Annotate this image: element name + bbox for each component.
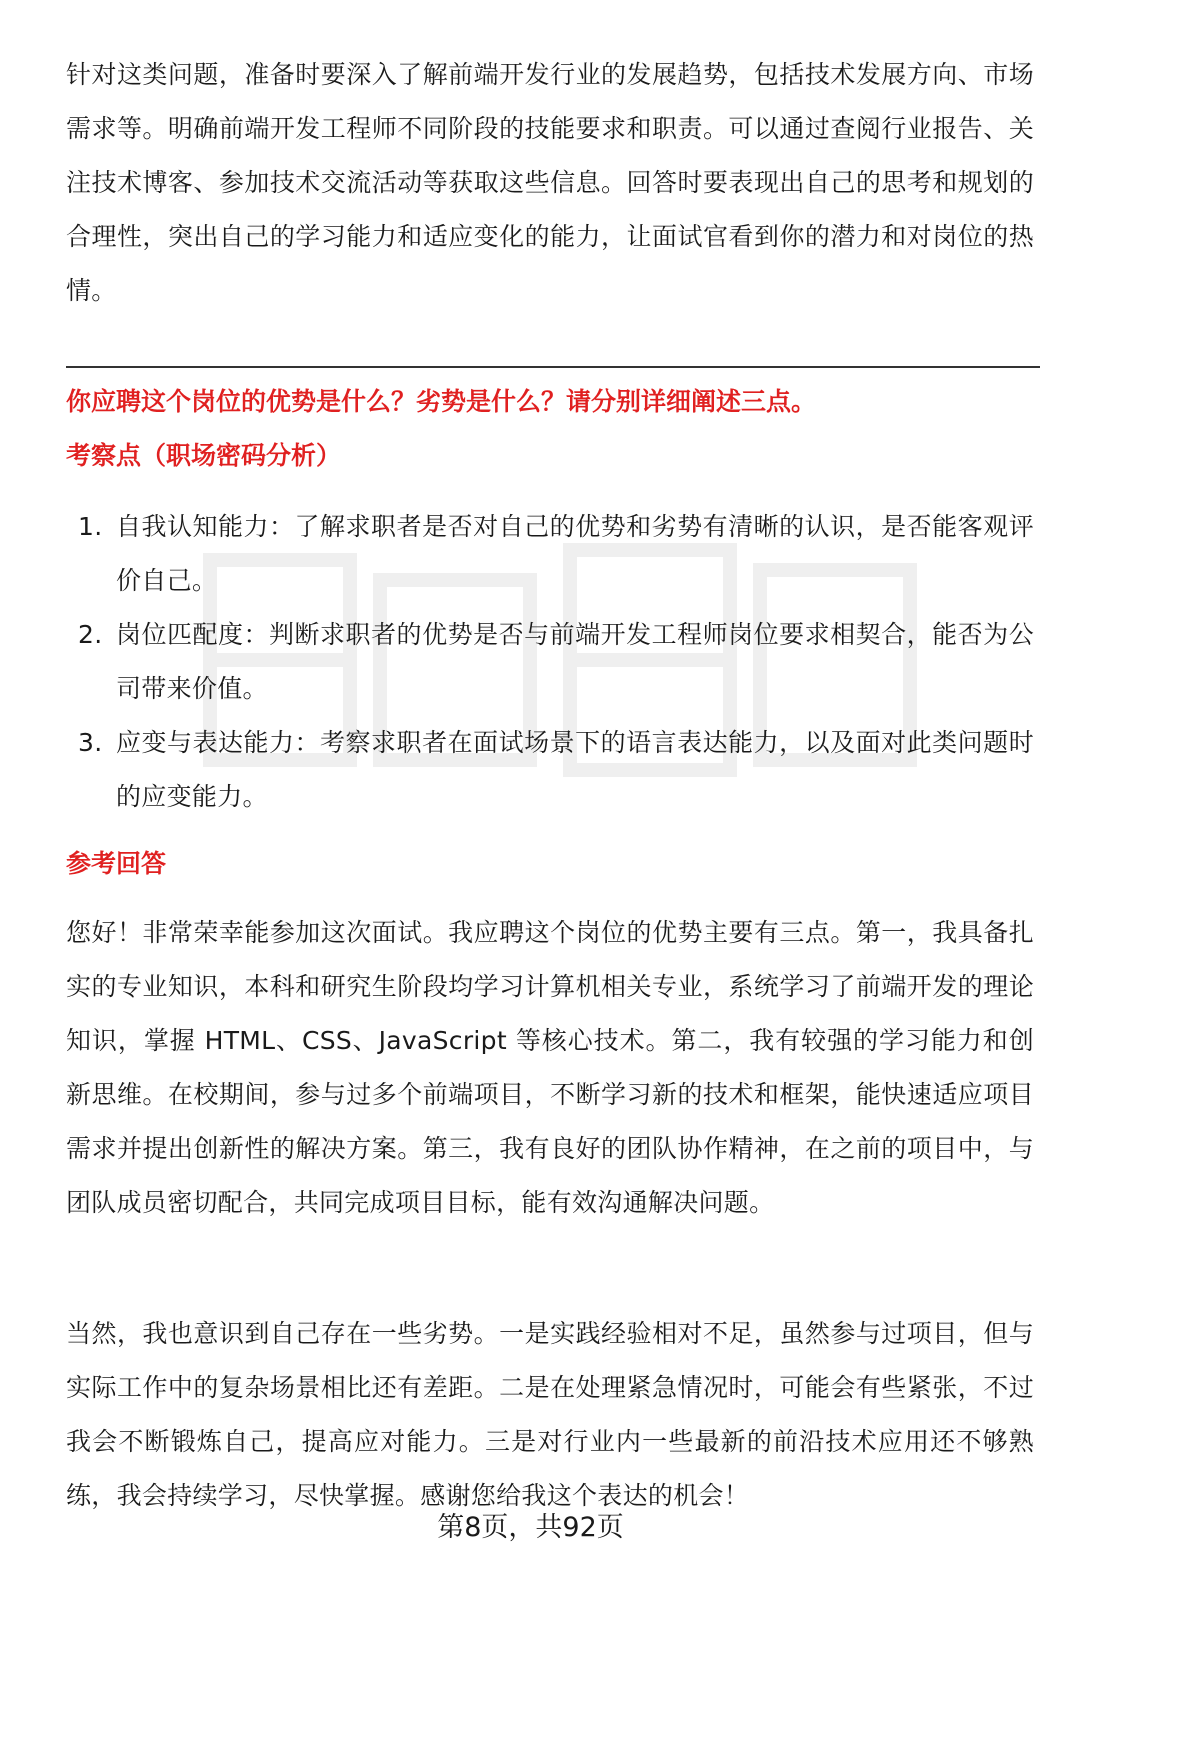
analysis-item-number: 2. [78,620,103,649]
analysis-heading: 考察点（职场密码分析） [66,441,342,470]
answer-paragraph-weaknesses: 当然，我也意识到自己存在一些劣势。一是实践经验相对不足，虽然参与过项目，但与实际工作中的复杂场景相比还有差距。二是在处理紧急情况时，可能会有些紧张，不过我会不断锻炼自己，提高应对能力。三是对行业内一些最新的前沿技术应用还不够熟练，我会持续学习，尽快掌握。感谢您给我这个表达的机会！ [66,1319,1034,1510]
analysis-item-number: 1. [78,512,103,541]
analysis-item-text: 岗位匹配度：判断求职者的优势是否与前端开发工程师岗位要求相契合，能否为公司带来价值。 [116,620,1034,703]
reference-answer-heading: 参考回答 [66,849,167,878]
section-divider [66,366,1040,368]
analysis-item [66,716,1034,824]
intro-paragraph: 针对这类问题，准备时要深入了解前端开发行业的发展趋势，包括技术发展方向、市场需求等。明确前端开发工程师不同阶段的技能要求和职责。可以通过查阅行业报告、关注技术博客、参加技术交流活动等获取这些信息。回答时要表现出自己的思考和规划的合理性，突出自己的学习能力和适应变化的能力，让面试官看到你的潜力和对岗位的热情。 [66,60,1034,305]
analysis-list [66,500,1034,824]
analysis-item-text: 应变与表达能力：考察求职者在面试场景下的语言表达能力，以及面对此类问题时的应变能力。 [116,728,1034,811]
analysis-item-text: 自我认知能力：了解求职者是否对自己的优势和劣势有清晰的认识，是否能客观评价自己。 [116,512,1034,595]
page-number-footer: 第8页，共92页 [437,1512,624,1543]
answer-paragraph-strengths: 您好！非常荣幸能参加这次面试。我应聘这个岗位的优势主要有三点。第一，我具备扎实的专业知识，本科和研究生阶段均学习计算机相关专业，系统学习了前端开发的理论知识，掌握 HTML、CSS、JavaScript 等核心技术。第二，我有较强的学习能力和创新思维。在校期间，参与过多个前端项目，不断学习新的技术和框架，能快速适应项目需求并提出创新性的解决方案。第三，我有良好的团队协作精神，在之前的项目中，与团队成员密切配合，共同完成项目目标，能有效沟通解决问题。 [66,918,1034,1217]
analysis-item [66,500,1034,608]
question-heading: 你应聘这个岗位的优势是什么？劣势是什么？请分别详细阐述三点。 [66,387,817,416]
analysis-item [66,608,1034,716]
analysis-item-number: 3. [78,728,103,757]
